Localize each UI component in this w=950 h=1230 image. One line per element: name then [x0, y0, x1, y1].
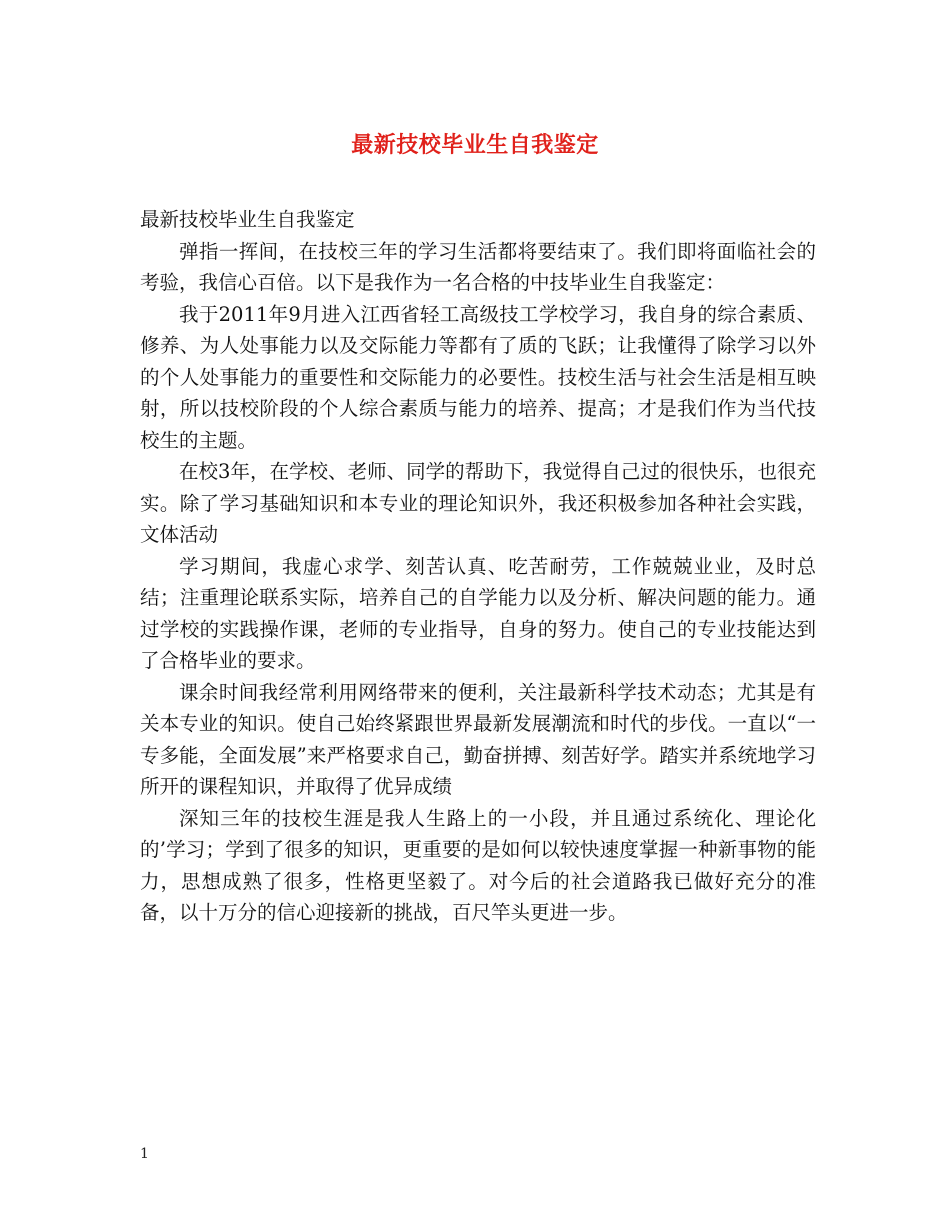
paragraph-4: 学习期间，我虚心求学、刻苦认真、吃苦耐劳，工作兢兢业业，及时总结；注重理论联系实际，培养自己的自学能力以及分析、解决问题的能力。通过学校的实践操作课，老师的专业指导，自身的努力。使自己的专业技能达到了合格毕业的要求。 [140, 554, 816, 672]
paragraph-6: 深知三年的技校生涯是我人生路上的一小段，并且通过系统化、理论化的’学习；学到了很多的知识，更重要的是如何以较快速度掌握一种新事物的能力，思想成熟了很多，性格更坚毅了。对今后的社会道路我已做好充分的准备，以十万分的信心迎接新的挑战，百尺竿头更进一步。 [140, 806, 816, 924]
paragraph-3: 在校3年，在学校、老师、同学的帮助下，我觉得自己过的很快乐，也很充实。除了学习基础知识和本专业的理论知识外，我还积极参加各种社会实践，文体活动 [140, 460, 816, 546]
document-body [140, 204, 816, 929]
page-number: 1 [140, 1146, 149, 1162]
paragraph-5: 课余时间我经常利用网络带来的便利，关注最新科学技术动态；尤其是有关本专业的知识。使自己始终紧跟世界最新发展潮流和时代的步伐。一直以“一专多能，全面发展”来严格要求自己，勤奋拼搏、刻苦好学。踏实并系统地学习所开的课程知识，并取得了优异成绩 [140, 680, 816, 798]
paragraph-1: 弹指一挥间，在技校三年的学习生活都将要结束了。我们即将面临社会的考验，我信心百倍。以下是我作为一名合格的中技毕业生自我鉴定： [140, 239, 816, 294]
document-subtitle: 最新技校毕业生自我鉴定 [140, 208, 355, 231]
paragraph-2: 我于2011年9月进入江西省轻工高级技工学校学习，我自身的综合素质、修养、为人处事能力以及交际能力等都有了质的飞跃；让我懂得了除学习以外的个人处事能力的重要性和交际能力的必要性。技校生活与社会生活是相互映射，所以技校阶段的个人综合素质与能力的培养、提高；才是我们作为当代技校生的主题。 [140, 302, 816, 452]
document-title: 最新技校毕业生自我鉴定 [351, 132, 599, 158]
